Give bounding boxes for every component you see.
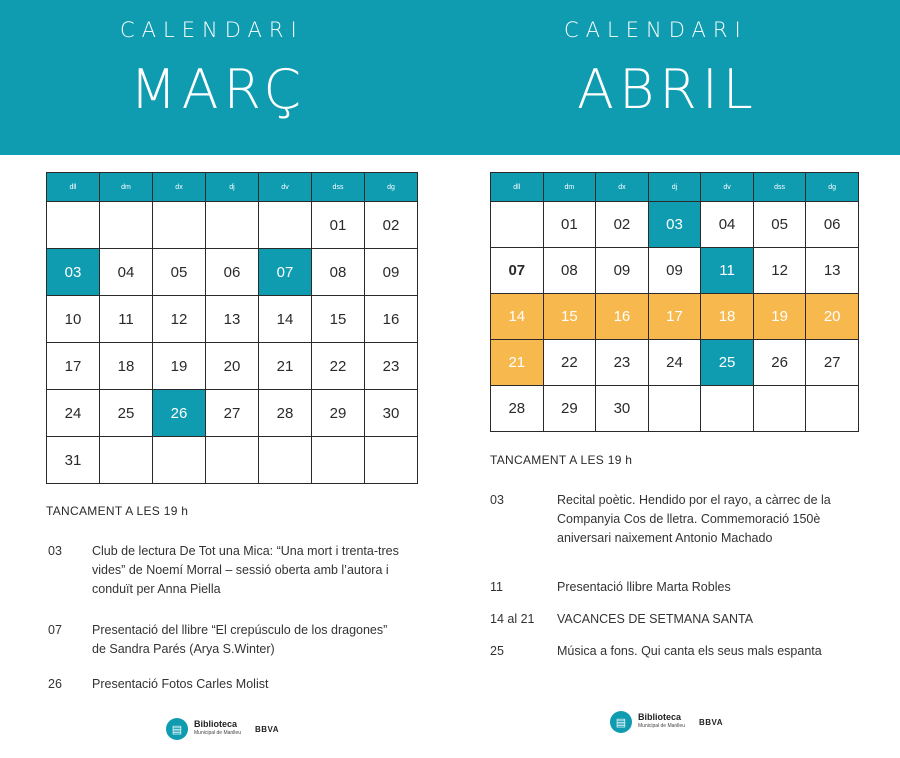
calendar-day-cell: 12 bbox=[753, 248, 806, 294]
weekday-header: dg bbox=[806, 173, 859, 202]
event-description: Recital poètic. Hendido por el rayo, a càrrec de la Companyia Cos de lletra. Commemoració 150è aniversari naixement Antonio Machado bbox=[557, 493, 831, 545]
calendar-day-cell: 09 bbox=[365, 249, 418, 296]
march-footer-logos bbox=[166, 718, 279, 740]
calendar-empty-cell bbox=[259, 437, 312, 484]
event-date: 03 bbox=[48, 544, 62, 558]
calendar-day-cell: 03 bbox=[47, 249, 100, 296]
event-date: 26 bbox=[48, 677, 62, 691]
calendar-day-cell: 20 bbox=[206, 343, 259, 390]
weekday-header: dll bbox=[47, 173, 100, 202]
calendar-day-cell: 30 bbox=[365, 390, 418, 437]
calendar-day-cell: 19 bbox=[153, 343, 206, 390]
calendar-day-cell: 26 bbox=[153, 390, 206, 437]
event-description: Música a fons. Qui canta els seus mals espanta bbox=[557, 644, 822, 658]
calendar-day-cell: 15 bbox=[312, 296, 365, 343]
calendar-day-cell: 04 bbox=[701, 202, 754, 248]
calendar-day-cell: 05 bbox=[753, 202, 806, 248]
calendar-empty-cell bbox=[753, 386, 806, 432]
book-icon: ▤ bbox=[610, 711, 632, 733]
march-closing-time: TANCAMENT A LES 19 h bbox=[46, 504, 189, 518]
calendar-day-cell: 01 bbox=[312, 202, 365, 249]
calendar-empty-cell bbox=[491, 202, 544, 248]
calendar-day-cell: 23 bbox=[365, 343, 418, 390]
weekday-header: dj bbox=[206, 173, 259, 202]
weekday-header: dss bbox=[753, 173, 806, 202]
bank-logo: BBVA bbox=[254, 724, 280, 734]
calendar-empty-cell bbox=[648, 386, 701, 432]
calendar-day-cell: 09 bbox=[648, 248, 701, 294]
header-banner bbox=[0, 0, 900, 155]
calendar-week-row bbox=[491, 294, 859, 340]
weekday-header: dm bbox=[543, 173, 596, 202]
book-icon: ▤ bbox=[166, 718, 188, 740]
calendar-day-cell: 05 bbox=[153, 249, 206, 296]
event-description: Presentació Fotos Carles Molist bbox=[92, 677, 269, 691]
calendar-day-cell: 24 bbox=[47, 390, 100, 437]
calendar-day-cell: 08 bbox=[543, 248, 596, 294]
library-subtitle: Municipal de Manlleu bbox=[638, 723, 685, 729]
calendar-day-cell: 08 bbox=[312, 249, 365, 296]
calendar-day-cell: 12 bbox=[153, 296, 206, 343]
calendar-week-row bbox=[47, 249, 418, 296]
calendar-day-cell: 22 bbox=[543, 340, 596, 386]
calendar-day-cell: 06 bbox=[806, 202, 859, 248]
calendar-day-cell: 20 bbox=[806, 294, 859, 340]
event-date: 07 bbox=[48, 623, 62, 637]
weekday-header: dm bbox=[100, 173, 153, 202]
calendar-empty-cell bbox=[312, 437, 365, 484]
event-description: Presentació llibre Marta Robles bbox=[557, 580, 731, 594]
calendar-day-cell: 17 bbox=[648, 294, 701, 340]
calendar-day-cell: 14 bbox=[491, 294, 544, 340]
weekday-header: dss bbox=[312, 173, 365, 202]
calendar-day-cell: 09 bbox=[596, 248, 649, 294]
calendar-day-cell: 18 bbox=[100, 343, 153, 390]
calendar-week-row bbox=[491, 248, 859, 294]
bank-logo: BBVA bbox=[698, 717, 724, 727]
calendar-empty-cell bbox=[259, 202, 312, 249]
event-description: VACANCES DE SETMANA SANTA bbox=[557, 612, 754, 626]
calendar-day-cell: 18 bbox=[701, 294, 754, 340]
weekday-header: dg bbox=[365, 173, 418, 202]
calendar-day-cell: 11 bbox=[701, 248, 754, 294]
weekday-header: dv bbox=[701, 173, 754, 202]
calendar-day-cell: 02 bbox=[596, 202, 649, 248]
calendar-day-cell: 02 bbox=[365, 202, 418, 249]
calendar-empty-cell bbox=[206, 437, 259, 484]
library-subtitle: Municipal de Manlleu bbox=[194, 730, 241, 736]
april-month: ABRIL bbox=[577, 58, 758, 121]
weekday-header: dll bbox=[491, 173, 544, 202]
calendar-empty-cell bbox=[806, 386, 859, 432]
event-date: 11 bbox=[490, 580, 503, 594]
calendar-empty-cell bbox=[701, 386, 754, 432]
calendar-day-cell: 14 bbox=[259, 296, 312, 343]
calendar-empty-cell bbox=[365, 437, 418, 484]
april-footer-logos bbox=[610, 711, 723, 733]
calendar-day-cell: 30 bbox=[596, 386, 649, 432]
calendar-week-row bbox=[47, 390, 418, 437]
march-title: CALENDARI bbox=[120, 18, 304, 42]
weekday-header: dx bbox=[596, 173, 649, 202]
calendar-day-cell: 25 bbox=[100, 390, 153, 437]
calendar-week-row bbox=[47, 296, 418, 343]
april-closing-time: TANCAMENT A LES 19 h bbox=[490, 453, 633, 467]
weekday-header: dx bbox=[153, 173, 206, 202]
calendar-empty-cell bbox=[100, 202, 153, 249]
calendar-day-cell: 07 bbox=[259, 249, 312, 296]
library-name: Biblioteca bbox=[194, 719, 238, 729]
calendar-week-row bbox=[47, 202, 418, 249]
calendar-day-cell: 23 bbox=[596, 340, 649, 386]
calendar-day-cell: 27 bbox=[806, 340, 859, 386]
calendar-week-row bbox=[47, 343, 418, 390]
calendar-day-cell: 06 bbox=[206, 249, 259, 296]
calendar-week-row bbox=[491, 202, 859, 248]
calendar-day-cell: 19 bbox=[753, 294, 806, 340]
calendar-week-row bbox=[491, 386, 859, 432]
calendar-day-cell: 13 bbox=[206, 296, 259, 343]
calendar-empty-cell bbox=[206, 202, 259, 249]
calendar-week-row bbox=[491, 340, 859, 386]
calendar-day-cell: 07 bbox=[491, 248, 544, 294]
calendar-day-cell: 13 bbox=[806, 248, 859, 294]
calendar-day-cell: 28 bbox=[259, 390, 312, 437]
april-calendar bbox=[490, 172, 859, 432]
event-description: Presentació del llibre “El crepúsculo de los dragones” de Sandra Parés (Arya S.Winter) bbox=[92, 623, 388, 656]
march-month: MARÇ bbox=[130, 58, 307, 121]
calendar-day-cell: 26 bbox=[753, 340, 806, 386]
calendar-empty-cell bbox=[47, 202, 100, 249]
calendar-day-cell: 21 bbox=[491, 340, 544, 386]
calendar-day-cell: 29 bbox=[543, 386, 596, 432]
event-date: 03 bbox=[490, 493, 504, 507]
calendar-day-cell: 29 bbox=[312, 390, 365, 437]
calendar-day-cell: 22 bbox=[312, 343, 365, 390]
event-description: Club de lectura De Tot una Mica: “Una mort i trenta-tres vides” de Noemí Morral – sessió oberta amb l’autora i conduït per Anna Piella bbox=[92, 544, 399, 596]
calendar-day-cell: 11 bbox=[100, 296, 153, 343]
calendar-day-cell: 28 bbox=[491, 386, 544, 432]
calendar-day-cell: 31 bbox=[47, 437, 100, 484]
calendar-day-cell: 16 bbox=[365, 296, 418, 343]
calendar-day-cell: 01 bbox=[543, 202, 596, 248]
calendar-day-cell: 04 bbox=[100, 249, 153, 296]
april-title: CALENDARI bbox=[564, 18, 748, 42]
calendar-day-cell: 03 bbox=[648, 202, 701, 248]
calendar-day-cell: 24 bbox=[648, 340, 701, 386]
event-date: 25 bbox=[490, 644, 504, 658]
weekday-header: dv bbox=[259, 173, 312, 202]
calendar-day-cell: 10 bbox=[47, 296, 100, 343]
calendar-day-cell: 17 bbox=[47, 343, 100, 390]
weekday-header: dj bbox=[648, 173, 701, 202]
calendar-empty-cell bbox=[100, 437, 153, 484]
calendar-day-cell: 25 bbox=[701, 340, 754, 386]
library-name: Biblioteca bbox=[638, 712, 682, 722]
calendar-day-cell: 27 bbox=[206, 390, 259, 437]
calendar-day-cell: 21 bbox=[259, 343, 312, 390]
calendar-empty-cell bbox=[153, 202, 206, 249]
event-date: 14 al 21 bbox=[490, 612, 535, 626]
calendar-day-cell: 15 bbox=[543, 294, 596, 340]
calendar-week-row bbox=[47, 437, 418, 484]
march-calendar bbox=[46, 172, 418, 484]
calendar-empty-cell bbox=[153, 437, 206, 484]
calendar-day-cell: 16 bbox=[596, 294, 649, 340]
